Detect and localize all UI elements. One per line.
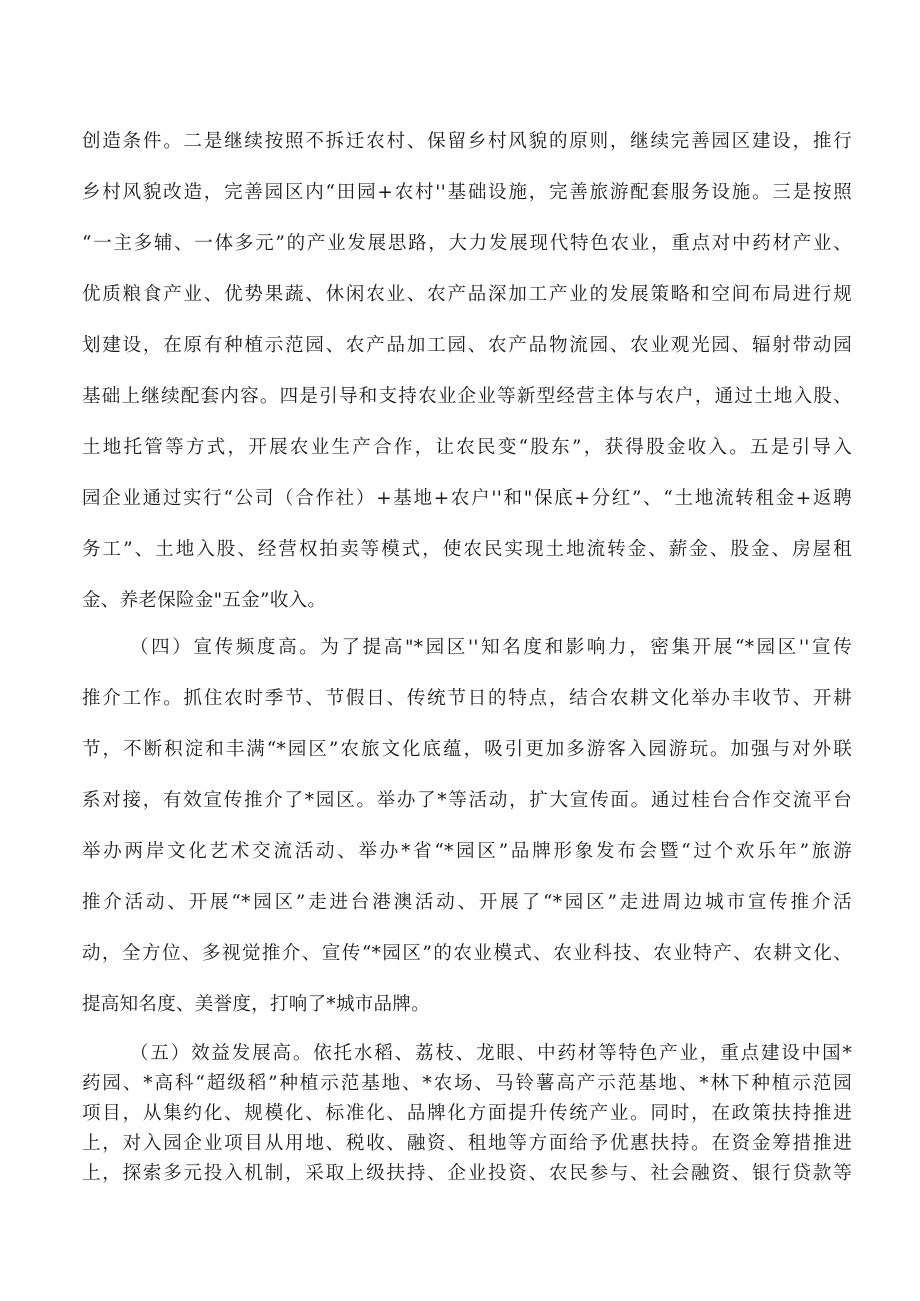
text-line: 节，不断积淀和丰满“*园区”农旅文化底蕴，吸引更加多游客入园游玩。加强与对外联: [82, 739, 852, 760]
text-line: 项目，从集约化、规模化、标准化、品牌化方面提升传统产业。同时，在政策扶持推进: [82, 1103, 852, 1124]
text-line: 药园、*高科“超级稻”种植示范基地、*农场、马铃薯高产示范基地、*林下种植示范园: [82, 1073, 852, 1094]
text-line: 上，对入园企业项目从用地、税收、融资、租地等方面给予优惠扶持。在资金筹措推进: [82, 1133, 852, 1154]
text-line: 优质粮食产业、优势果蔬、休闲农业、农产品深加工产业的发展策略和空间布局进行规: [82, 284, 852, 305]
paragraph-heading-line: （五）效益发展高。依托水稻、荔枝、龙眼、中药材等特色产业，重点建设中国*: [130, 1043, 852, 1064]
text-line: 划建设，在原有种植示范园、农产品加工园、农产品物流园、农业观光园、辐射带动园: [82, 335, 852, 356]
paragraph-heading-line: （四）宣传频度高。为了提高"*园区''知名度和影响力，密集开展“*园区''宣传: [130, 637, 852, 658]
text-line: 举办两岸文化艺术交流活动、举办*省“*园区”品牌形象发布会暨“过个欢乐年”旅游: [82, 841, 852, 862]
text-line: 园企业通过实行“公司（合作社）+基地+农户''和"保底+分红”、“土地流转租金+返聘: [82, 488, 852, 509]
text-line: 动，全方位、多视觉推介、宣传“*园区”的农业模式、农业科技、农业特产、农耕文化、: [82, 943, 852, 964]
text-line: 乡村风貌改造，完善园区内“田园+农村''基础设施，完善旅游配套服务设施。三是按照: [82, 182, 852, 203]
text-line: 创造条件。二是继续按照不拆迁农村、保留乡村风貌的原则，继续完善园区建设，推行: [82, 131, 852, 152]
text-line: 土地托管等方式，开展农业生产合作，让农民变“股东”，获得股金收入。五是引导入: [82, 437, 852, 458]
text-line: 上，探索多元投入机制，采取上级扶持、企业投资、农民参与、社会融资、银行贷款等: [82, 1163, 852, 1184]
text-line: 推介活动、开展“*园区”走进台港澳活动、开展了“*园区”走进周边城市宣传推介活: [82, 892, 852, 913]
text-line: 系对接，有效宣传推介了*园区。举办了*等活动，扩大宣传面。通过桂台合作交流平台: [82, 790, 852, 811]
text-line: 基础上继续配套内容。四是引导和支持农业企业等新型经营主体与农户，通过土地入股、: [82, 386, 852, 407]
text-line: 金、养老保险金"五金”收入。: [82, 590, 327, 611]
text-line: 务工”、土地入股、经营权拍卖等模式，使农民实现土地流转金、薪金、股金、房屋租: [82, 539, 852, 560]
text-line: “一主多辅、一体多元”的产业发展思路，大力发展现代特色农业，重点对中药材产业、: [82, 233, 852, 254]
text-line: 提高知名度、美誉度，打响了*城市品牌。: [82, 994, 430, 1015]
text-line: 推介工作。抓住农时季节、节假日、传统节日的特点，结合农耕文化举办丰收节、开耕: [82, 688, 852, 709]
